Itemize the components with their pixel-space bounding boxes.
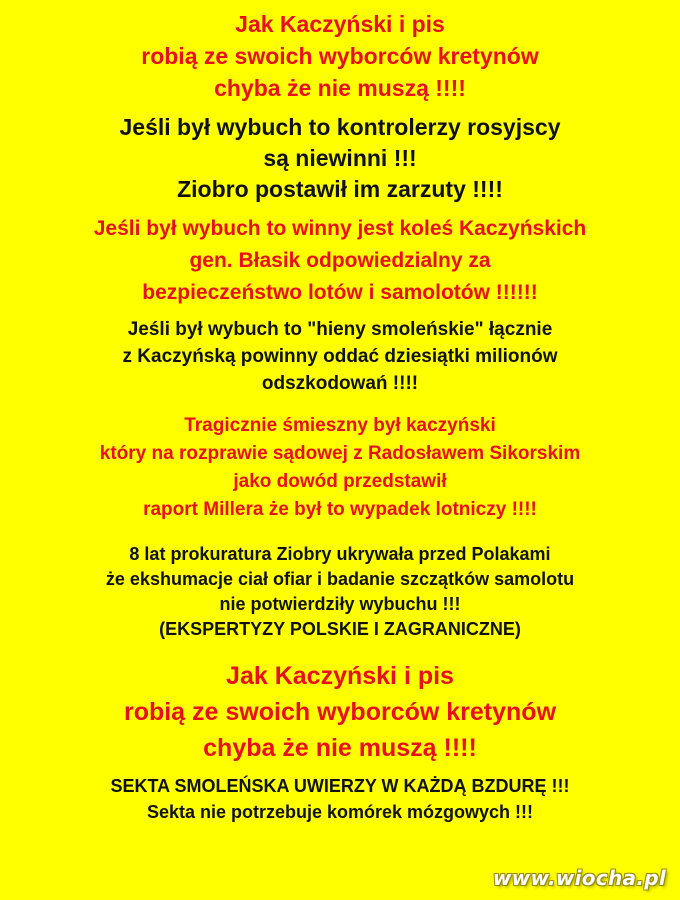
text-line: raport Millera że był to wypadek lotniczy !!!! [143,499,537,520]
text-line: który na rozprawie sądowej z Radosławem Sikorskim [99,443,581,464]
text-line: odszkodowań !!!! [261,373,419,394]
headline-block-repeat [0,658,680,766]
headline-block-top [0,8,680,104]
text-line: Sekta nie potrzebuje komórek mózgowych !!! [146,802,534,822]
text-line: jako dowód przedstawił [233,471,447,492]
paragraph-blasik [0,213,680,309]
text-line: Jeśli był wybuch to kontrolerzy rosyjscy [119,114,561,140]
text-line: robią ze swoich wyborców kretynów [141,43,539,69]
paragraph-miller-report [0,412,680,524]
text-line: chyba że nie muszą !!!! [214,75,466,101]
text-line: Tragicznie śmieszny był kaczyński [184,415,496,436]
text-line: są niewinni !!! [263,145,417,171]
text-line: że ekshumacje ciał ofiar i badanie szczątków samolotu [105,569,575,589]
text-line: robią ze swoich wyborców kretynów [123,698,557,726]
paragraph-controllers [0,112,680,205]
text-line: nie potwierdziły wybuchu !!! [219,594,461,614]
paragraph-compensation [0,316,680,397]
text-line: Jeśli był wybuch to "hieny smoleńskie" łącznie [127,319,553,340]
text-line: bezpieczeństwo lotów i samolotów !!!!!! [142,281,538,304]
text-line: SEKTA SMOLEŃSKA UWIERZY W KAŻDĄ BZDURĘ !!! [110,776,570,796]
text-line: gen. Błasik odpowiedzialny za [189,249,491,272]
text-line: Jak Kaczyński i pis [226,662,454,690]
text-line: z Kaczyńską powinny oddać dziesiątki milionów [122,346,558,367]
paragraph-sect [0,773,680,825]
paragraph-prosecution [0,542,680,642]
site-watermark: www.wiocha.pl [492,866,666,890]
text-line: (EKSPERTYZY POLSKIE I ZAGRANICZNE) [159,619,521,639]
text-line: Ziobro postawił im zarzuty !!!! [177,176,503,202]
text-line: chyba że nie muszą !!!! [203,734,477,762]
text-line: 8 lat prokuratura Ziobry ukrywała przed Polakami [129,544,551,564]
text-line: Jeśli był wybuch to winny jest koleś Kaczyńskich [93,217,587,240]
text-line: Jak Kaczyński i pis [235,11,445,37]
